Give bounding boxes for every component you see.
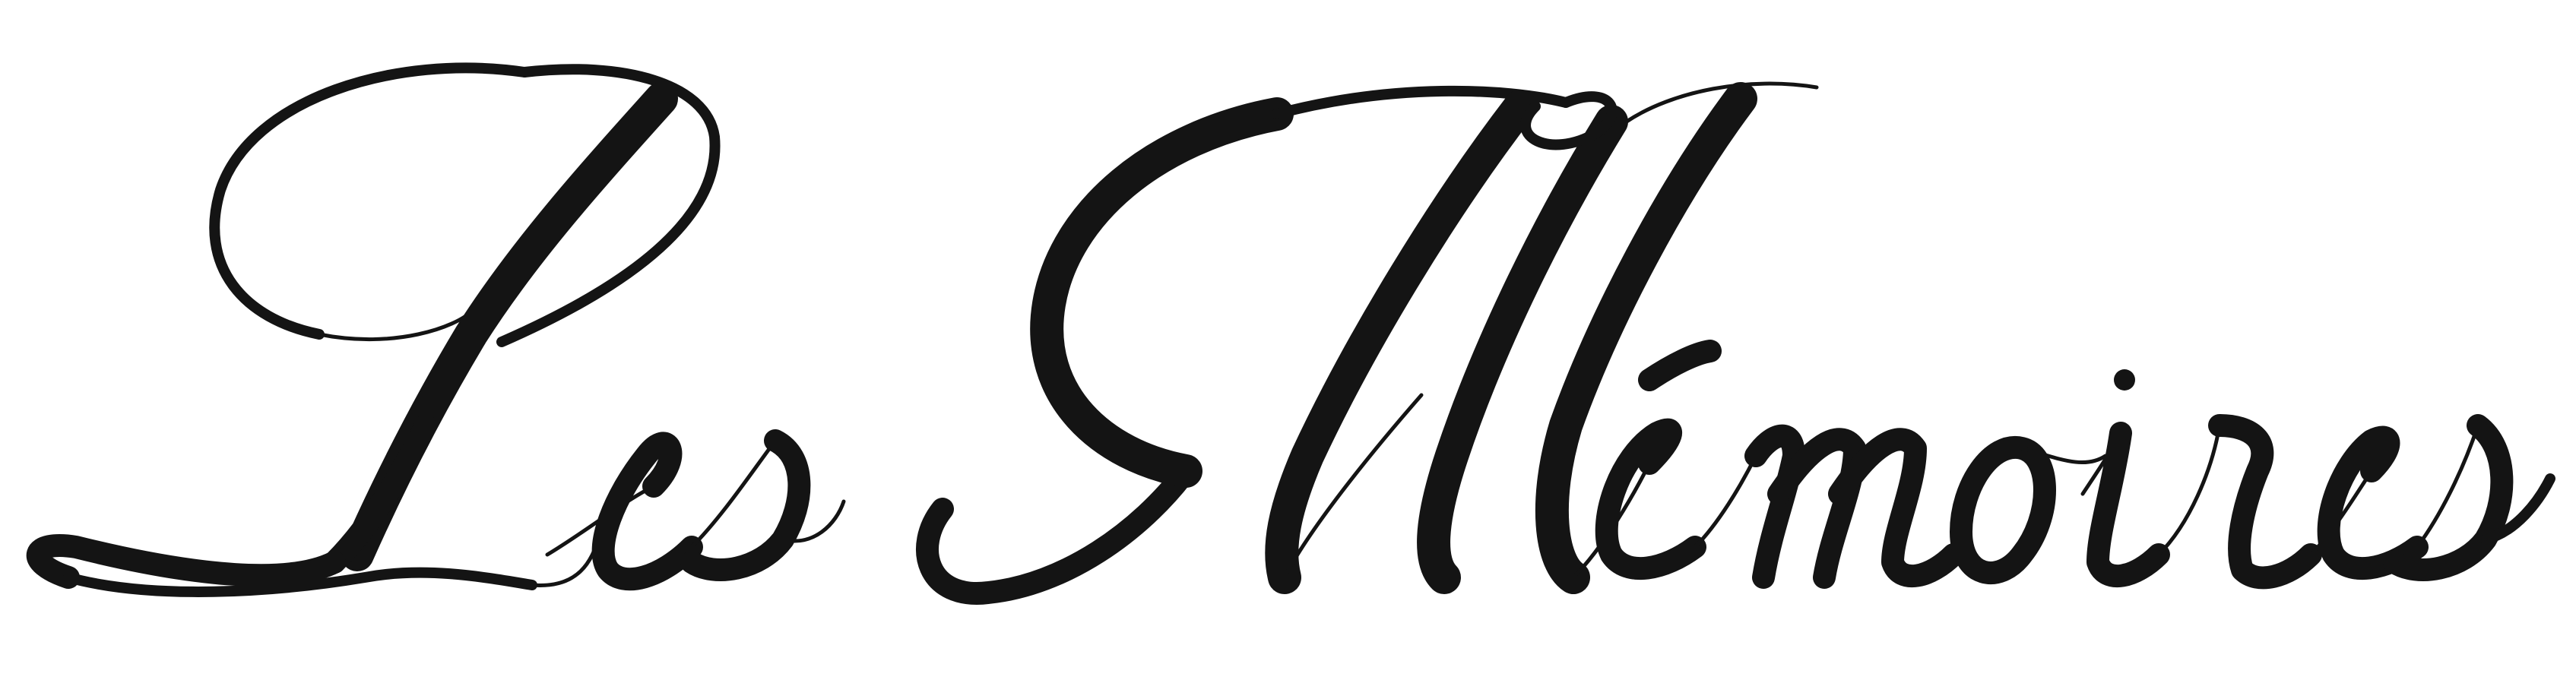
i-dot <box>2114 369 2135 391</box>
s1-body <box>692 441 799 570</box>
m-entry <box>1695 456 1756 547</box>
M-entry-swash <box>927 471 1186 593</box>
r-entry <box>2159 425 2220 555</box>
letter-o <box>1961 448 2105 573</box>
L-tail-hairline <box>532 532 600 585</box>
word-les <box>38 68 844 592</box>
letter-e-1 <box>547 443 692 579</box>
letter-r <box>2159 425 2311 577</box>
letter-e-3 <box>2311 438 2417 569</box>
letter-s-2 <box>2394 425 2550 570</box>
letter-i <box>2083 369 2159 576</box>
letter-capital-M <box>927 84 1817 593</box>
e-acute-accent <box>1649 351 1710 380</box>
e1-bowl <box>604 443 692 579</box>
e2-bowl <box>1607 430 1695 569</box>
letter-m <box>1695 436 1953 577</box>
L-top-loop-right <box>502 69 715 342</box>
m-third-hump <box>1839 439 1953 576</box>
s1-entry <box>692 441 775 547</box>
word-memoires <box>927 84 2550 593</box>
m-first-hump <box>1756 436 1794 577</box>
letter-s-1 <box>692 441 844 570</box>
r-shoulder <box>2220 425 2311 577</box>
L-top-loop-hair <box>319 312 471 340</box>
L-bottom-loop <box>38 546 334 577</box>
o-bowl <box>1961 448 2045 573</box>
s2-entry <box>2417 425 2478 547</box>
e3-bowl <box>2329 438 2417 569</box>
M-left-loop <box>1047 114 1277 471</box>
